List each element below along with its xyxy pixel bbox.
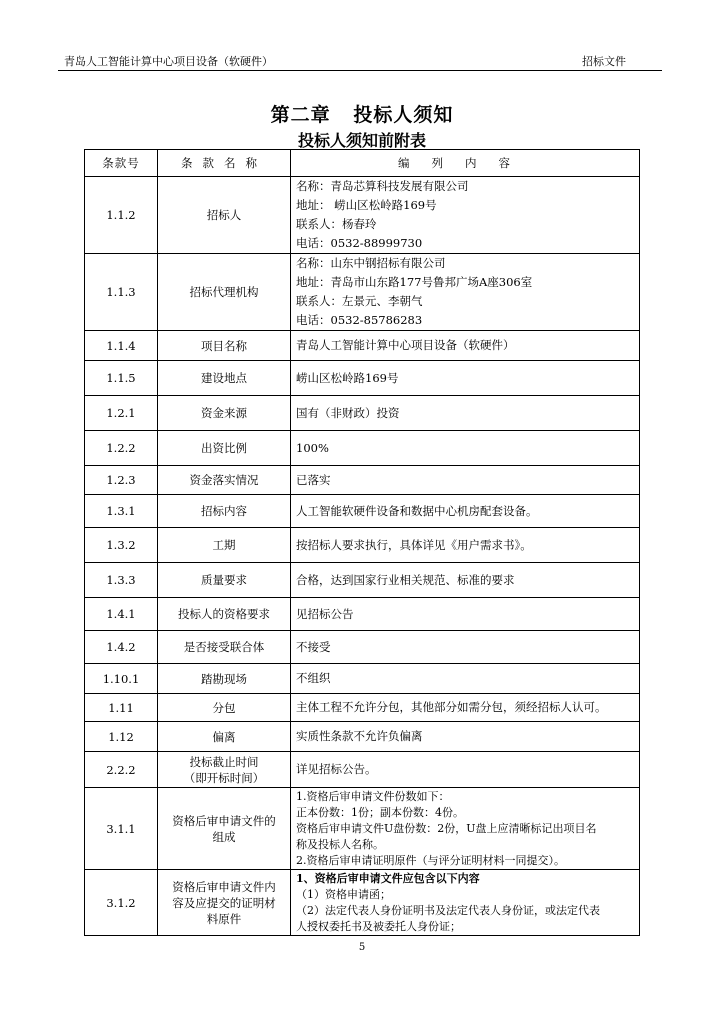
- content-line: 合格，达到国家行业相关规范、标准的要求: [296, 572, 515, 587]
- clause-name: [158, 788, 291, 870]
- table-row: [85, 694, 640, 722]
- clause-number: 1.3.2: [85, 528, 158, 563]
- clause-name: 质量要求: [158, 563, 291, 598]
- table-row: [85, 431, 640, 466]
- clause-name: 项目名称: [158, 331, 291, 361]
- clause-number: 1.3.1: [85, 495, 158, 528]
- clause-name: 是否接受联合体: [158, 631, 291, 664]
- clause-name: 招标代理机构: [158, 254, 291, 331]
- clause-number: 1.1.4: [85, 331, 158, 361]
- clause-content: [291, 598, 640, 631]
- header-doc-type: 招标文件: [582, 55, 626, 68]
- header-clause-name: 条款名称: [158, 150, 291, 177]
- content-line: 主体工程不允许分包，其他部分如需分包，须经招标人认可。: [296, 700, 607, 714]
- clause-number: 1.4.2: [85, 631, 158, 664]
- clause-name: 踏勘现场: [158, 664, 291, 694]
- header-clause-no: 条款号: [85, 150, 158, 177]
- clause-number: 3.1.1: [85, 788, 158, 870]
- clause-content: [291, 563, 640, 598]
- content-line: 联系人：杨春玲: [296, 217, 377, 231]
- clause-content: [291, 528, 640, 563]
- clause-number: 1.12: [85, 722, 158, 752]
- content-line: 称及投标人名称。: [296, 837, 384, 851]
- content-line: 联系人：左景元、李朝气: [296, 294, 423, 308]
- clause-content: [291, 752, 640, 788]
- clause-content: [291, 431, 640, 466]
- clause-name-line: 投标截止时间: [189, 754, 259, 769]
- content-line: 资格后审申请文件U盘份数：2份，U盘上应清晰标记出项目名: [296, 821, 597, 835]
- table-body: [85, 177, 640, 936]
- content-line: 青岛人工智能计算中心项目设备（软硬件）: [296, 338, 515, 352]
- content-line: 电话：0532-88999730: [296, 236, 423, 250]
- content-line: 不组织: [296, 671, 331, 685]
- clause-name: 分包: [158, 694, 291, 722]
- clause-name-line: 资格后审申请文件内: [172, 879, 276, 894]
- table-row: [85, 870, 640, 936]
- clause-name: [158, 870, 291, 936]
- table-row: [85, 466, 640, 495]
- clause-number: 1.1.3: [85, 254, 158, 331]
- table-title: 投标人须知前附表: [297, 131, 426, 150]
- content-line: 电话：0532-85786283: [296, 313, 423, 327]
- table-row: [85, 331, 640, 361]
- content-line: 见招标公告: [296, 606, 354, 621]
- table-row: [85, 563, 640, 598]
- page-number: 5: [358, 942, 366, 953]
- clause-content: [291, 495, 640, 528]
- clause-number: 1.4.1: [85, 598, 158, 631]
- clause-number: 1.11: [85, 694, 158, 722]
- clause-name-line: 容及应提交的证明材: [172, 895, 276, 910]
- header-content: 编列内容: [291, 150, 640, 177]
- clause-name-line: 组成: [212, 829, 236, 844]
- clause-name: 投标人的资格要求: [158, 598, 291, 631]
- clause-number: 3.1.2: [85, 870, 158, 936]
- clause-name: 招标内容: [158, 495, 291, 528]
- table-row: [85, 631, 640, 664]
- content-line: 崂山区松岭路169号: [296, 370, 399, 385]
- content-line: 详见招标公告。: [296, 762, 377, 776]
- clause-name: [158, 752, 291, 788]
- clause-number: 1.2.1: [85, 396, 158, 431]
- clause-name: 建设地点: [158, 361, 291, 396]
- content-line: 名称：山东中钢招标有限公司: [296, 256, 446, 270]
- table-row: [85, 752, 640, 788]
- table-row: [85, 598, 640, 631]
- clause-name-line: 料原件: [206, 911, 242, 926]
- table-row: [85, 361, 640, 396]
- clause-content: [291, 361, 640, 396]
- content-line: 地址： 崂山区松岭路169号: [296, 198, 437, 212]
- clause-content: [291, 722, 640, 752]
- content-line: 2.资格后审申请证明原件（与评分证明材料一同提交）。: [296, 853, 565, 867]
- header-project-name: 青岛人工智能计算中心项目设备（软硬件）: [64, 55, 273, 68]
- content-line: 地址：青岛市山东路177号鲁邦广场A座306室: [296, 275, 533, 289]
- clause-number: 1.1.5: [85, 361, 158, 396]
- clause-number: 2.2.2: [85, 752, 158, 788]
- table-row: [85, 396, 640, 431]
- table-row: [85, 664, 640, 694]
- clause-content: [291, 664, 640, 694]
- clause-name: 偏离: [158, 722, 291, 752]
- content-line: 实质性条款不允许负偏离: [296, 729, 423, 743]
- content-line: 名称：青岛芯算科技发展有限公司: [296, 179, 469, 193]
- clause-number: 1.2.2: [85, 431, 158, 466]
- content-line: 按招标人要求执行，具体详见《用户需求书》。: [296, 537, 532, 552]
- clause-name-line: 资格后审申请文件的: [172, 813, 276, 828]
- table-row: [85, 177, 640, 254]
- clause-name: 招标人: [158, 177, 291, 254]
- content-line: 1、资格后审申请文件应包含以下内容: [296, 871, 480, 885]
- content-line: 正本份数：1份；副本份数：4份。: [296, 805, 464, 819]
- clause-name: 资金来源: [158, 396, 291, 431]
- clause-content: [291, 177, 640, 254]
- clause-number: 1.1.2: [85, 177, 158, 254]
- content-line: 1.资格后审申请文件份数如下：: [296, 789, 450, 803]
- chapter-title: 第二章 投标人须知: [270, 104, 454, 126]
- content-line: 国有（非财政）投资: [296, 405, 400, 420]
- clause-content: [291, 466, 640, 495]
- content-line: 已落实: [296, 472, 331, 487]
- clause-name: 工期: [158, 528, 291, 563]
- clause-name-line: （即开标时间）: [183, 770, 265, 785]
- clause-name: 资金落实情况: [158, 466, 291, 495]
- clause-content: [291, 254, 640, 331]
- page-header: [58, 48, 662, 71]
- clause-number: 1.3.3: [85, 563, 158, 598]
- clause-content: [291, 870, 640, 936]
- table-row: [85, 254, 640, 331]
- table-row: [85, 495, 640, 528]
- clause-content: [291, 631, 640, 664]
- clause-content: [291, 694, 640, 722]
- clause-name: 出资比例: [158, 431, 291, 466]
- bidder-instructions-table: [84, 149, 640, 936]
- table-row: [85, 788, 640, 870]
- table-row: [85, 528, 640, 563]
- clause-number: 1.2.3: [85, 466, 158, 495]
- content-line: （1）资格申请函；: [296, 887, 391, 901]
- table-header-row: [85, 150, 640, 177]
- content-line: 人工智能软硬件设备和数据中心机房配套设备。: [296, 503, 538, 518]
- content-line: 不接受: [296, 639, 331, 654]
- clause-number: 1.10.1: [85, 664, 158, 694]
- clause-content: [291, 331, 640, 361]
- content-line: （2）法定代表人身份证明书及法定代表人身份证，或法定代表: [296, 903, 600, 917]
- clause-content: [291, 788, 640, 870]
- content-line: 100%: [296, 440, 329, 455]
- table-row: [85, 722, 640, 752]
- content-line: 人授权委托书及被委托人身份证；: [296, 919, 461, 933]
- clause-content: [291, 396, 640, 431]
